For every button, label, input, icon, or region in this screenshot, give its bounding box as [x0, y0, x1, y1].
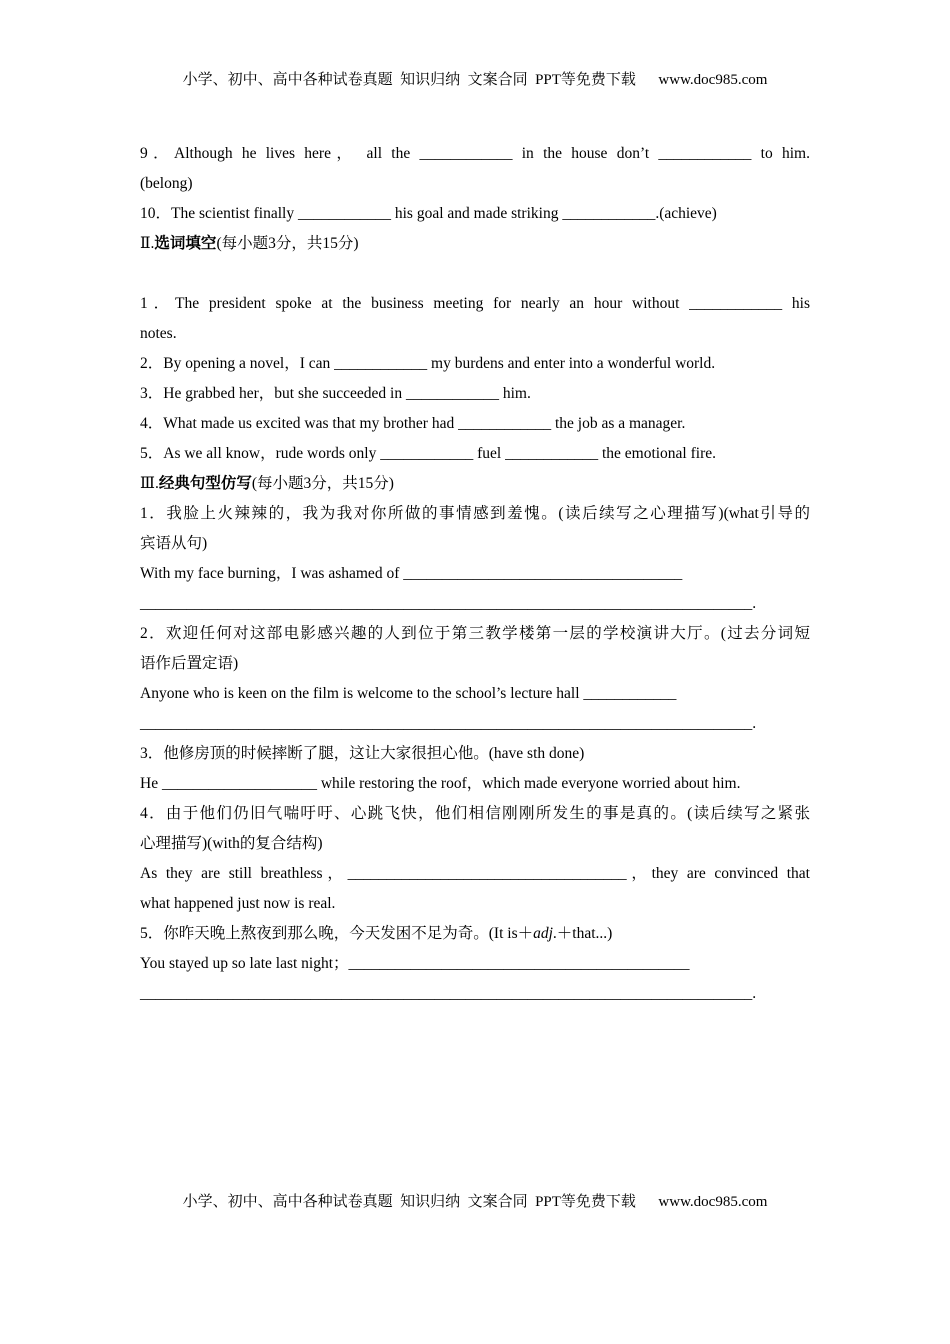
section-2-title: 选词填空 [154, 235, 217, 252]
adj-abbrev: adj [533, 925, 553, 942]
section-2-score: (每小题3分，共15分) [216, 235, 359, 252]
s3-question-5-answer: You stayed up so late last night；____________________________________________ [140, 955, 690, 972]
s3-question-2: 2．欢迎任何对这部电影感兴趣的人到位于第三教学楼第一层的学校演讲大厅。(过去分词短 [140, 625, 810, 642]
question-9: 9．Although he lives here， all the ____________ in the house don’t ____________ to him. [140, 145, 810, 162]
s3-question-5 [140, 922, 810, 952]
s3-question-4-answer-cont: what happened just now is real. [140, 895, 336, 912]
s3-question-4-answer: As they are still breathless，____________________________________，they are convinced that [140, 865, 810, 882]
s3-question-5-text: 5．你昨天晚上熬夜到那么晚，今天发困不足为奇。(It is＋ [140, 925, 534, 942]
s3-question-1-answer-line: _______________________________________________________________________________. [140, 595, 757, 612]
s2-question-1-cont: notes. [140, 325, 177, 342]
s2-question-4: 4．What made us excited was that my brother had ____________ the job as a manager. [140, 415, 686, 432]
s2-question-2: 2．By opening a novel，I can ____________ my burdens and enter into a wonderful world. [140, 355, 716, 372]
s3-question-2-answer: Anyone who is keen on the film is welcome to the school’s lecture hall ____________ [140, 685, 677, 702]
page-header: 小学、初中、高中各种试卷真题 知识归纳 文案合同 PPT等免费下载 www.doc985.com [182, 72, 768, 88]
s3-question-4: 4．由于他们仍旧气喘吁吁、心跳飞快，他们相信刚刚所发生的事是真的。(读后续写之紧张 [140, 805, 810, 822]
question-9-hint: (belong) [140, 175, 193, 192]
s3-question-1: 1．我脸上火辣辣的，我为我对你所做的事情感到羞愧。(读后续写之心理描写)(what引导的 [140, 505, 810, 522]
section-3-score: (每小题3分，共15分) [251, 475, 394, 492]
section-3-heading [140, 472, 810, 502]
s2-question-1: 1．The president spoke at the business meeting for nearly an hour without ____________ his [140, 295, 810, 312]
section-3-prefix: Ⅲ. [140, 475, 159, 492]
spacer [140, 262, 810, 292]
s3-question-2-cont: 语作后置定语) [140, 655, 239, 672]
s3-question-4-cont: 心理描写)(with的复合结构) [140, 835, 323, 852]
s3-question-3: 3．他修房顶的时候摔断了腿，这让大家很担心他。(have sth done) [140, 745, 585, 762]
s3-question-3-answer: He ____________________ while restoring the roof，which made everyone worried about him. [140, 775, 741, 792]
question-10: 10．The scientist finally ____________ his goal and made striking ____________.(achieve) [140, 205, 717, 222]
s2-question-3: 3．He grabbed her，but she succeeded in ____________ him. [140, 385, 531, 402]
exercise-content [140, 142, 810, 1012]
s3-question-5-answer-line: _______________________________________________________________________________. [140, 985, 757, 1002]
s2-question-5: 5．As we all know，rude words only ____________ fuel ____________ the emotional fire. [140, 445, 716, 462]
section-2-heading [140, 232, 810, 262]
s3-question-5-tail: .＋that...) [552, 925, 613, 942]
section-3-title: 经典句型仿写 [158, 475, 252, 492]
s3-question-1-answer: With my face burning，I was ashamed of ____________________________________ [140, 565, 683, 582]
page-footer: 小学、初中、高中各种试卷真题 知识归纳 文案合同 PPT等免费下载 www.doc985.com [182, 1194, 768, 1210]
section-2-prefix: Ⅱ. [140, 235, 155, 252]
s3-question-2-answer-line: _______________________________________________________________________________. [140, 715, 757, 732]
s3-question-1-cont: 宾语从句) [140, 535, 208, 552]
